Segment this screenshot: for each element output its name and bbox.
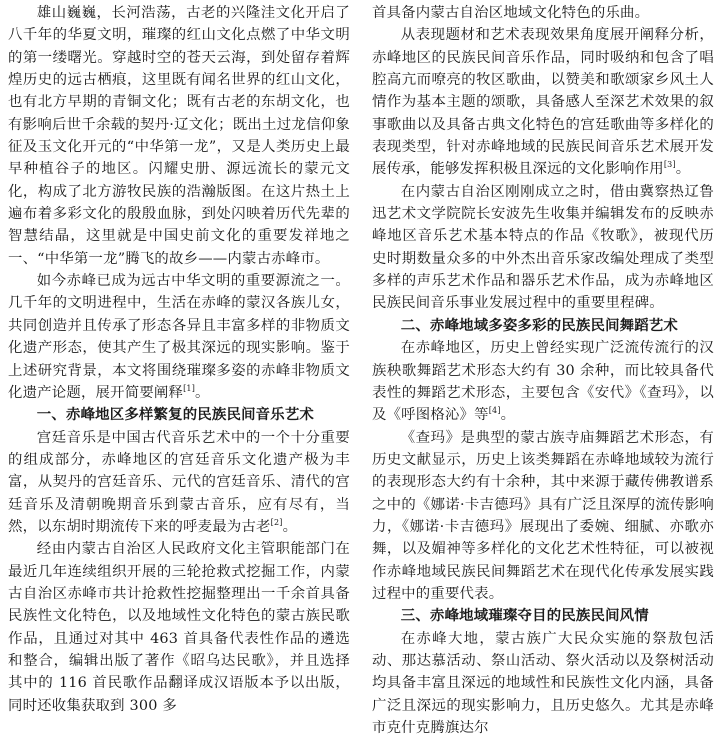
section-heading-music: 一、赤峰地区多样繁复的民族民间音乐艺术	[36, 407, 315, 424]
right-column	[372, 2, 714, 736]
music-types-text: 从表现题材和艺术表现效果角度展开阐释分析，赤峰地区的民族民间音乐作品，同时吸纳和包含了唱腔高亢而嘹亮的牧区歌曲，以赞美和歌颂家乡风土人情作为基本主题的颂歌，具备感人至深艺术效果的叙事歌曲以及具备古典文化特色的宫廷歌曲等多样化的表现类型，针对赤峰地域的民族民间音乐艺术展开发展传承，能够发挥积极且深远的文化影响作用	[372, 27, 714, 178]
citation-ref-4: [4]	[488, 406, 501, 416]
palace-music-end: 。	[282, 518, 298, 535]
chama-paragraph: 《查玛》是典型的蒙古族寺庙舞蹈艺术形态，有历史文献显示，历史上该类舞蹈在赤峰地域较为流行的表现形态大约有十余种，其中来源于藏传佛教谱系之中的《娜诺·卡吉德玛》具有广泛且深厚的流传影响力，《娜诺·卡吉德玛》展现出了委婉、细腻、亦歌亦舞，以及媚神等多样化的文化艺术性特征，可以被视作赤峰地域民族民间舞蹈艺术在现代化传承发展实践过程中的重要代表。	[372, 429, 714, 602]
yangge-end: 。	[500, 407, 516, 424]
mu-ge-paragraph: 在内蒙古自治区刚刚成立之时，借由冀察热辽鲁迅艺术文学院院长安波先生收集并编辑发布的反映赤峰地区音乐艺术基本特点的作品《牧歌》，被现代历史时期数量众多的中外杰出音乐家改编处理成了类型多样的声乐艺术作品和器乐艺术作品，成为赤峰地区民族民间音乐事业发展过程中的重要里程碑。	[372, 183, 714, 312]
background-text: 如今赤峰已成为远古中华文明的重要源流之一。几千年的文明进程中，生活在赤峰的蒙汉各族儿女，共同创造并且传承了形态各异且丰富多样的非物质文化遗产形态，使其产生了极其深远的现实影响。鉴于上述研究背景，本文将围绕璀璨多姿的赤峰非物质文化遗产论题，展开简要阐释	[8, 273, 350, 401]
music-types-paragraph	[372, 24, 714, 180]
citation-ref-1: [1]	[183, 384, 196, 394]
citation-ref-2: [2]	[270, 518, 283, 528]
customs-paragraph: 在赤峰大地，蒙古族广大民众实施的祭敖包活动、那达慕活动、祭山活动、祭火活动以及祭树活动均具备丰富且深远的地域性和民族性文化内涵，具备广泛且深远的现实影响力，且历史悠久。尤其是赤峰市克什克腾旗达尔	[372, 630, 714, 736]
continued-paragraph: 首具备内蒙古自治区地域文化特色的乐曲。	[372, 5, 650, 21]
background-end: 。	[195, 384, 210, 401]
yangge-text: 在赤峰地区，历史上曾经实现广泛流传流行的汉族秧歌舞蹈艺术形态大约有 30 余种，而比较具备代表性的舞蹈艺术形态，主要包含《安代》《查玛》，以及《呼图格沁》等	[372, 340, 714, 424]
citation-ref-3: [3]	[663, 160, 676, 170]
background-paragraph	[8, 270, 350, 404]
palace-music-paragraph	[8, 427, 350, 539]
section-heading-dance: 二、赤峰地域多姿多彩的民族民间舞蹈艺术	[400, 317, 679, 334]
section-heading-customs: 三、赤峰地域璀璨夺目的民族民间风情	[400, 608, 649, 625]
intro-paragraph: 雄山巍巍，长河浩荡，古老的兴隆洼文化开启了八千年的华夏文明，璀璨的红山文化点燃了中华文明的第一缕曙光。穿越时空的苍天云海，到处留存着辉煌历史的远古栖痕，这里既有闻名世界的红山文化，也有北方早期的青铜文化；既有古老的东胡文化，也有影响后世千余载的契丹·辽文化；既出土过龙信仰象征及玉文化开元的“中华第一龙”，又是人类历史上最早种植谷子的地区。闪耀史册、源远流长的蒙元文化，构成了北方游牧民族的浩瀚版图。在这片热土上遍布着多彩文化的殷殷血脉，到处闪映着历代先辈的智慧结晶，这里就是中国史前文化的重要发祥地之一、“中华第一龙”腾飞的故乡——内蒙古赤峰市。	[8, 5, 350, 267]
left-column	[8, 2, 350, 714]
yangge-paragraph	[372, 337, 714, 426]
folk-song-paragraph: 经由内蒙古自治区人民政府文化主管职能部门在最近几年连续组织开展的三轮抢救式挖掘工作，内蒙古自治区赤峰市共计抢救性挖掘整理出一千余首具备民族性文化特色，以及地域性文化特色的蒙古族民歌作品，且通过对其中 463 首具备代表性作品的遴选和整合，编辑出版了著作《昭乌达民歌》，并且选择其中的 116 首民歌作品翻译成汉语版本予以出版，同时还收集获取到 300 多	[8, 541, 350, 714]
palace-music-text: 宫廷音乐是中国古代音乐艺术中的一个十分重要的组成部分，赤峰地区的宫廷音乐文化遗产极为丰富，从契丹的宫廷音乐、元代的宫廷音乐、清代的宫廷音乐及清朝晚期音乐到蒙古音乐，应有尽有，当然，以东胡时期流传下来的呼麦最为古老	[8, 429, 350, 535]
music-types-end: 。	[675, 161, 691, 178]
